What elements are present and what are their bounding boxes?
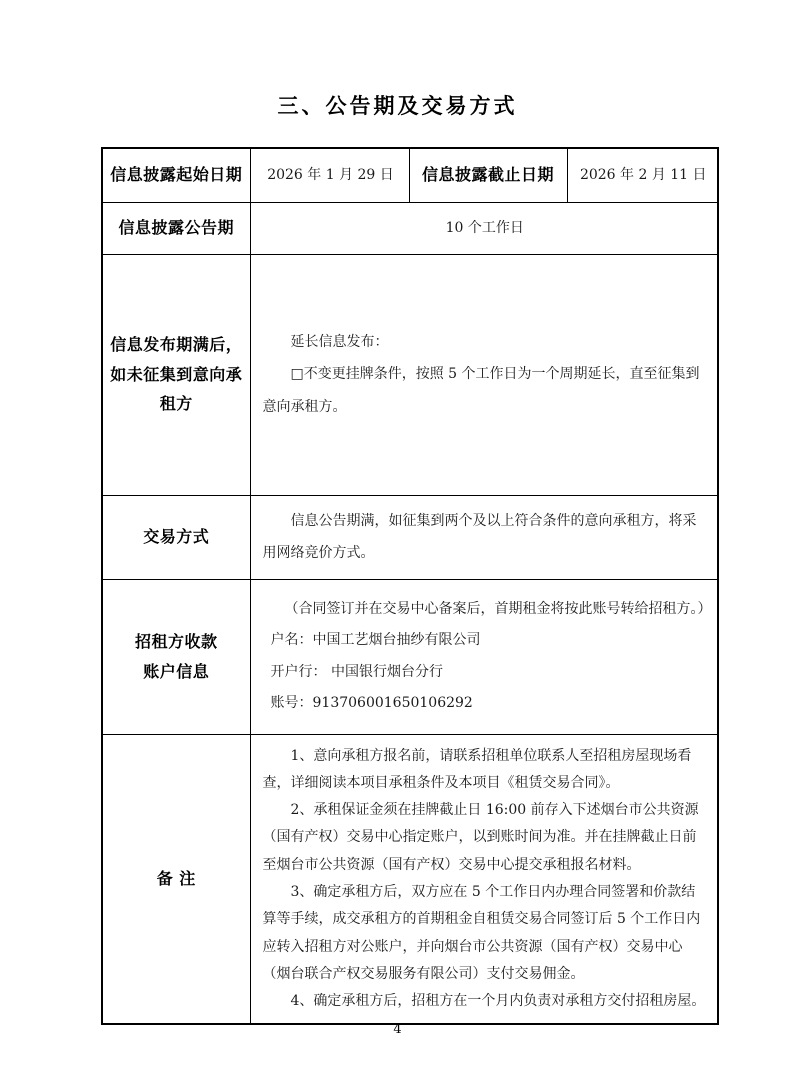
trade-method-value — [250, 495, 718, 579]
table-row-disclosure-dates — [102, 148, 718, 202]
extension-line1: 延长信息发布： — [290, 334, 389, 351]
remarks-value — [250, 734, 718, 1024]
announcement-period-value: 10 个工作日 — [250, 202, 718, 254]
trade-method-text: 信息公告期满，如征集到两个及以上符合条件的意向承租方，将采用网络竞价方式。 — [262, 512, 697, 561]
table-row-extension — [102, 254, 718, 495]
disclosure-end-value: 2026 年 2 月 11 日 — [567, 148, 718, 202]
table-row-announcement-period — [102, 202, 718, 254]
remark-item-2: 2、承租保证金须在挂牌截止日 16:00 前存入下述烟台市公共资源（国有产权）交易中心指定账户，以到账时间为准。并在挂牌截止日前至烟台市公共资源（国有产权）交易中心提交承租报名材料。 — [262, 802, 699, 873]
account-name: 户名：中国工艺烟台抽纱有限公司 — [270, 632, 481, 648]
account-info-label-line1: 招租方收款 — [134, 631, 218, 651]
remarks-label: 备 注 — [102, 734, 250, 1024]
extension-line2: □不变更挂牌条件，按照 5 个工作日为一个周期延长，直至征集到意向承租方。 — [262, 366, 700, 415]
extension-label: 信息发布期满后，如未征集到意向承租方 — [102, 254, 250, 495]
remark-item-1: 1、意向承租方报名前，请联系招租单位联系人至招租房屋现场看查，详细阅读本项目承租条件及本项目《租赁交易合同》。 — [262, 747, 692, 791]
remark-item-4: 4、确定承租方后，招租方在一个月内负责对承租方交付招租房屋。 — [290, 993, 706, 1010]
table-row-trade-method — [102, 495, 718, 579]
account-info-label-line2: 账户信息 — [143, 661, 210, 681]
trade-method-label: 交易方式 — [102, 495, 250, 579]
announcement-table — [101, 147, 719, 1025]
disclosure-end-label: 信息披露截止日期 — [409, 148, 567, 202]
account-bank: 开户行： 中国银行烟台分行 — [270, 663, 443, 680]
account-number: 账号：913706001650106292 — [270, 695, 473, 711]
account-info-value — [250, 579, 718, 734]
disclosure-start-value: 2026 年 1 月 29 日 — [250, 148, 409, 202]
account-note: （合同签订并在交易中心备案后，首期租金将按此账号转给招租方。） — [284, 600, 712, 617]
table-row-remarks — [102, 734, 718, 1024]
remark-item-3: 3、确定承租方后，双方应在 5 个工作日内办理合同签署和价款结算等手续，成交承租方的首期租金自租赁交易合同签订后 5 个工作日内应转入招租方对公账户，并向烟台市公共资源（国有产权）交易中心（烟台联合产权交易服务有限公司）支付交易佣金。 — [262, 883, 701, 982]
account-info-label — [102, 579, 250, 734]
announcement-period-label: 信息披露公告期 — [102, 202, 250, 254]
page-title: 三、公告期及交易方式 — [277, 94, 518, 118]
disclosure-start-label: 信息披露起始日期 — [102, 148, 250, 202]
table-row-account-info — [102, 579, 718, 734]
page-number: 4 — [393, 1022, 402, 1037]
extension-value — [250, 254, 718, 495]
